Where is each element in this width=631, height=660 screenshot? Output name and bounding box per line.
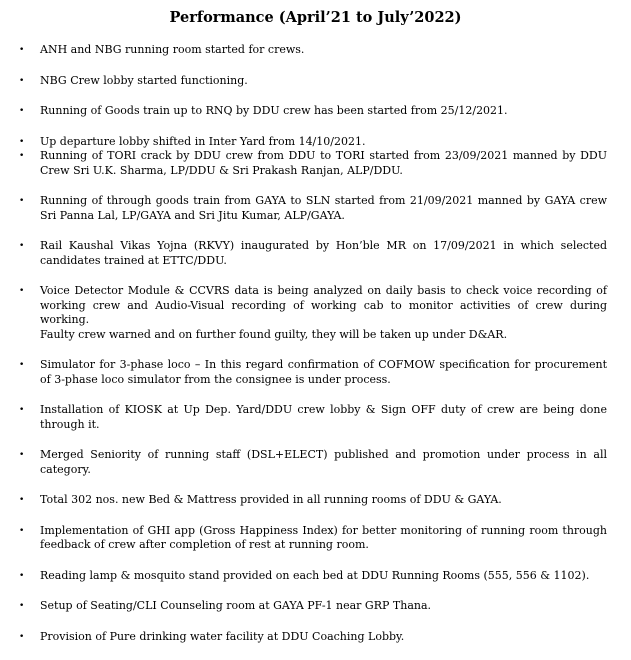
- list-item: [0, 599, 631, 614]
- item-text: Provision of Pure drinking water facility at DDU Coaching Lobby.: [40, 629, 405, 643]
- bullet-icon: •: [19, 631, 25, 642]
- list-item: [0, 493, 631, 508]
- bullet-icon: •: [19, 570, 25, 581]
- list-item: [0, 194, 631, 223]
- bullet-icon: •: [19, 136, 25, 147]
- list-item: [0, 104, 631, 119]
- bullet-icon: •: [19, 151, 25, 161]
- bullet-icon: •: [19, 601, 25, 611]
- item-text: Installation of KIOSK at Up Dep. Yard/DDU crew lobby & Sign OFF duty of crew are being done through it.: [40, 403, 607, 431]
- item-text: Setup of Seating/CLI Counseling room at GAYA PF-1 near GRP Thana.: [40, 599, 432, 612]
- item-text: Running of TORI crack by DDU crew from DDU to TORI started from 23/09/2021 manned by DDU Crew Sri U.K. Sharma, LP/DDU & Sri Prakash Ranjan, ALP/DDU.: [40, 149, 607, 177]
- item-text: Total 302 nos. new Bed & Mattress provided in all running rooms of DDU & GAYA.: [40, 493, 502, 506]
- list-item: [0, 74, 631, 89]
- bullet-icon: •: [19, 75, 25, 86]
- list-item: [0, 569, 631, 584]
- item-text: Up departure lobby shifted in Inter Yard from 14/10/2021.: [40, 134, 366, 148]
- bullet-icon: •: [19, 360, 25, 370]
- bullet-icon: •: [19, 495, 25, 505]
- item-text: Running of Goods train up to RNQ by DDU crew has been started from 25/12/2021.: [40, 104, 508, 117]
- list-item: [0, 524, 631, 553]
- performance-list: [0, 43, 631, 660]
- bullet-icon: •: [19, 450, 25, 460]
- bullet-icon: •: [19, 45, 25, 55]
- item-text: Implementation of GHI app (Gross Happiness Index) for better monitoring of running room through feedback of crew after completion of rest at running room.: [40, 523, 607, 551]
- item-text: ANH and NBG running room started for crews.: [40, 43, 305, 56]
- bullet-icon: •: [19, 196, 25, 206]
- list-item: [0, 43, 631, 58]
- list-item: [0, 149, 631, 178]
- list-item: [0, 403, 631, 432]
- list-item: [0, 284, 631, 342]
- item-text: NBG Crew lobby started functioning.: [40, 73, 248, 87]
- item-text: Rail Kaushal Vikas Yojna (RKVY) inaugurated by Hon’ble MR on 17/09/2021 in which selected candidates trained at ETTC/DDU.: [40, 239, 607, 267]
- item-text: Simulator for 3-phase loco – In this regard confirmation of COFMOW specification for procurement of 3-phase loco simulator from the consignee is under process.: [40, 358, 607, 386]
- bullet-icon: •: [19, 241, 25, 251]
- item-text: Reading lamp & mosquito stand provided on each bed at DDU Running Rooms (555, 556 & 1102).: [40, 568, 590, 582]
- item-text: Merged Seniority of running staff (DSL+ELECT) published and promotion under process in all category.: [40, 448, 607, 476]
- item-text: Voice Detector Module & CCVRS data is being analyzed on daily basis to check voice recording of working crew and Audio-Visual recording of working cab to monitor activities of crew during working.: [40, 284, 607, 326]
- item-text: Running of through goods train from GAYA to SLN started from 21/09/2021 manned by GAYA crew Sri Panna Lal, LP/GAYA and Sri Jitu Kumar, ALP/GAYA.: [40, 194, 607, 222]
- page-title: Performance (April’21 to July’2022): [169, 9, 462, 26]
- bullet-icon: •: [19, 286, 25, 296]
- bullet-icon: •: [19, 525, 25, 536]
- list-item: [0, 448, 631, 477]
- list-item: [0, 358, 631, 387]
- item-text: Faulty crew warned and on further found guilty, they will be taken up under D&AR.: [40, 327, 508, 341]
- bullet-icon: •: [19, 405, 25, 415]
- list-item: [0, 239, 631, 268]
- list-item: [0, 135, 631, 150]
- bullet-icon: •: [19, 106, 25, 116]
- list-item: [0, 630, 631, 645]
